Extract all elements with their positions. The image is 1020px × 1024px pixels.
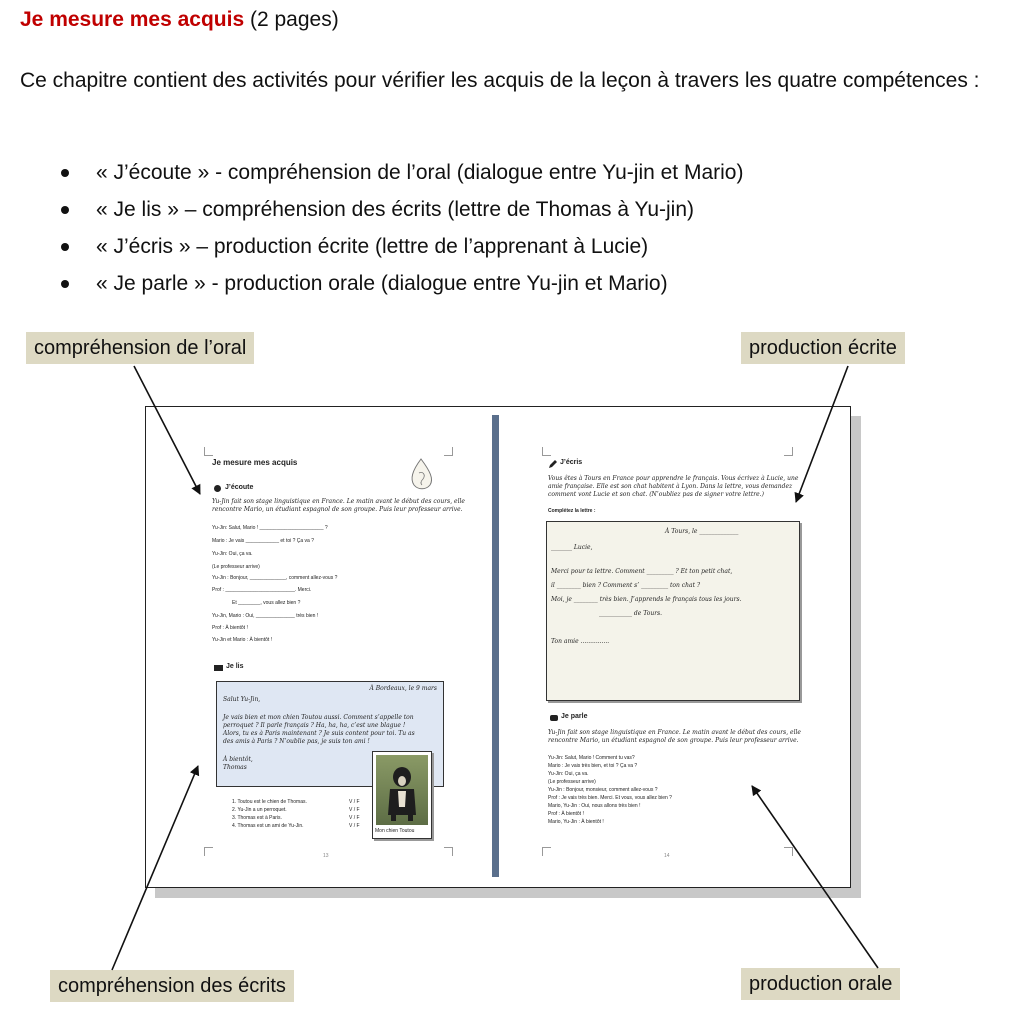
dialogue-line: Mario, Yu-Jin : Oui, nous allons très bien ! <box>548 803 641 809</box>
letter-line: perroquet ? Il parle français ? Ha, ha, ha, c’est une blague ! <box>223 722 406 729</box>
dialogue-line: Yu-Jin: Salut, Mario ! Comment tu vas? <box>548 755 635 761</box>
parle-heading: Je parle <box>561 713 588 720</box>
page-number: 14 <box>664 853 670 859</box>
ecoute-intro-line: Yu-Jin fait son stage linguistique en France. Le matin avant le début des cours, elle <box>212 498 465 505</box>
dialogue-line: Yu-Jin: Oui, ça va. <box>212 551 253 557</box>
quiz-item: 4. Thomas est un ami de Yu-Jin. <box>232 823 304 829</box>
dialogue-line: Prof : À bientôt ! <box>212 625 248 631</box>
list-item: « Je parle » - production orale (dialogue entre Yu-jin et Mario) <box>58 265 743 302</box>
ecris-intro-line: comment vont Lucie et son chat. (N’oubliez pas de signer votre lettre.) <box>548 491 764 498</box>
box-line: _______ Lucie, <box>551 544 593 551</box>
letter-date: À Bordeaux, le 9 mars <box>369 685 437 692</box>
arrow-ecrite <box>796 366 848 502</box>
arrow-orale <box>752 786 878 968</box>
dialogue-line: Yu-Jin : Bonjour, monsieur, comment allez-vous ? <box>548 787 658 793</box>
box-line: À Tours, le _____________ <box>665 528 739 535</box>
label-production-ecrite: production écrite <box>741 332 905 364</box>
dialogue-line: Yu-Jin et Mario : À bientôt ! <box>212 637 273 643</box>
dialogue-line: Yu-Jin: Oui, ça va. <box>548 771 589 777</box>
dialogue-line: Et ________, vous allez bien ? <box>232 600 301 606</box>
quiz-vf: V / F <box>349 799 360 805</box>
label-comprehension-oral: compréhension de l’oral <box>26 332 254 364</box>
dialogue-line: Yu-Jin, Mario : Oui, ______________ très bien ! <box>212 613 319 619</box>
complete-instruction: Complétez la lettre : <box>548 508 596 514</box>
letter-sign: À bientôt, <box>223 756 253 763</box>
letter-greeting: Salut Yu-Jin, <box>223 696 261 703</box>
quiz-item: 1. Toutou est le chien de Thomas. <box>232 799 307 805</box>
dialogue-line: Mario : Je vais très bien, et toi ? Ça va ? <box>548 763 638 769</box>
dialogue-line: Prof : Je vais très bien. Merci. Et vous, vous allez bien ? <box>548 795 672 801</box>
page-number: 13 <box>323 853 329 859</box>
parle-intro-line: rencontre Mario, un étudiant espagnol de son groupe. Puis leur professeur arrive. <box>548 737 799 744</box>
letter-line: Alors, tu es à Paris maintenant ? Je suis content pour toi. Tu as <box>223 730 415 737</box>
section-title: Je mesure mes acquis <box>20 8 245 31</box>
parle-intro-line: Yu-Jin fait son stage linguistique en France. Le matin avant le début des cours, elle <box>548 729 801 736</box>
intro-paragraph: Ce chapitre contient des activités pour vérifier les acquis de la leçon à travers les quatre compétences : <box>20 69 980 92</box>
quiz-vf: V / F <box>349 807 360 813</box>
ecris-intro-line: amie française. Elle est son chat habitent à Lyon. Dans la lettre, vous demandez <box>548 483 793 490</box>
quiz-item: 2. Yu-Jin a un perroquet. <box>232 807 287 813</box>
list-item: « J’écoute » - compréhension de l’oral (dialogue entre Yu-jin et Mario) <box>58 154 743 191</box>
letter-line: des amis à Paris ? N’oublie pas, je suis ton ami ! <box>223 738 370 745</box>
ecris-heading: J’écris <box>560 459 583 466</box>
arrow-oral <box>134 366 200 494</box>
list-item: « Je lis » – compréhension des écrits (lettre de Thomas à Yu-jin) <box>58 191 743 228</box>
quiz-item: 3. Thomas est à Paris. <box>232 815 282 821</box>
arrow-ecrits <box>112 766 198 970</box>
label-comprehension-ecrits: compréhension des écrits <box>50 970 294 1002</box>
quiz-vf: V / F <box>349 823 360 829</box>
dialogue-line: (Le professeur arrive) <box>212 564 260 570</box>
preview-title: Je mesure mes acquis <box>212 458 298 467</box>
letter-line: Je vais bien et mon chien Toutou aussi. Comment s’appelle ton <box>223 714 414 721</box>
letter-sign: Thomas <box>223 764 247 771</box>
box-line: il ________ bien ? Comment s’ _________ ton chat ? <box>551 582 701 589</box>
list-item: « J’écris » – production écrite (lettre de l’apprenant à Lucie) <box>58 228 743 265</box>
dialogue-line: Mario : Je vais ____________ et toi ? Ça va ? <box>212 538 315 544</box>
photo-caption: Mon chien Toutou <box>375 828 415 834</box>
ecris-intro-line: Vous êtes à Tours en France pour apprendre le français. Vous écrivez à Lucie, une <box>548 475 799 482</box>
dialogue-line: Prof : À bientôt ! <box>548 811 584 817</box>
ecoute-heading: J’écoute <box>225 484 254 491</box>
dialogue-line: Prof : _________________________. Merci. <box>212 587 312 593</box>
section-pages: (2 pages) <box>249 8 339 31</box>
dialogue-line: Mario, Yu-Jin : À bientôt ! <box>548 819 604 825</box>
box-line: Ton amie ............... <box>551 638 610 645</box>
box-line: ___________ de Tours. <box>599 610 663 617</box>
ecoute-intro-line: rencontre Mario, un étudiant espagnol de son groupe. Puis leur professeur arrive. <box>212 506 463 513</box>
dialogue-line: Yu-Jin: Salut, Mario ! _______________________ ? <box>212 525 328 531</box>
box-line: Merci pour ta lettre. Comment _________ ? Et ton petit chat, <box>551 568 733 575</box>
lis-heading: Je lis <box>226 663 244 670</box>
dialogue-line: (Le professeur arrive) <box>548 779 596 785</box>
quiz-vf: V / F <box>349 815 360 821</box>
dialogue-line: Yu-Jin : Bonjour, _____________, comment allez-vous ? <box>212 575 338 581</box>
box-line: Moi, je ________ très bien. J’apprends le français tous les jours. <box>551 596 742 603</box>
label-production-orale: production orale <box>741 968 900 1000</box>
